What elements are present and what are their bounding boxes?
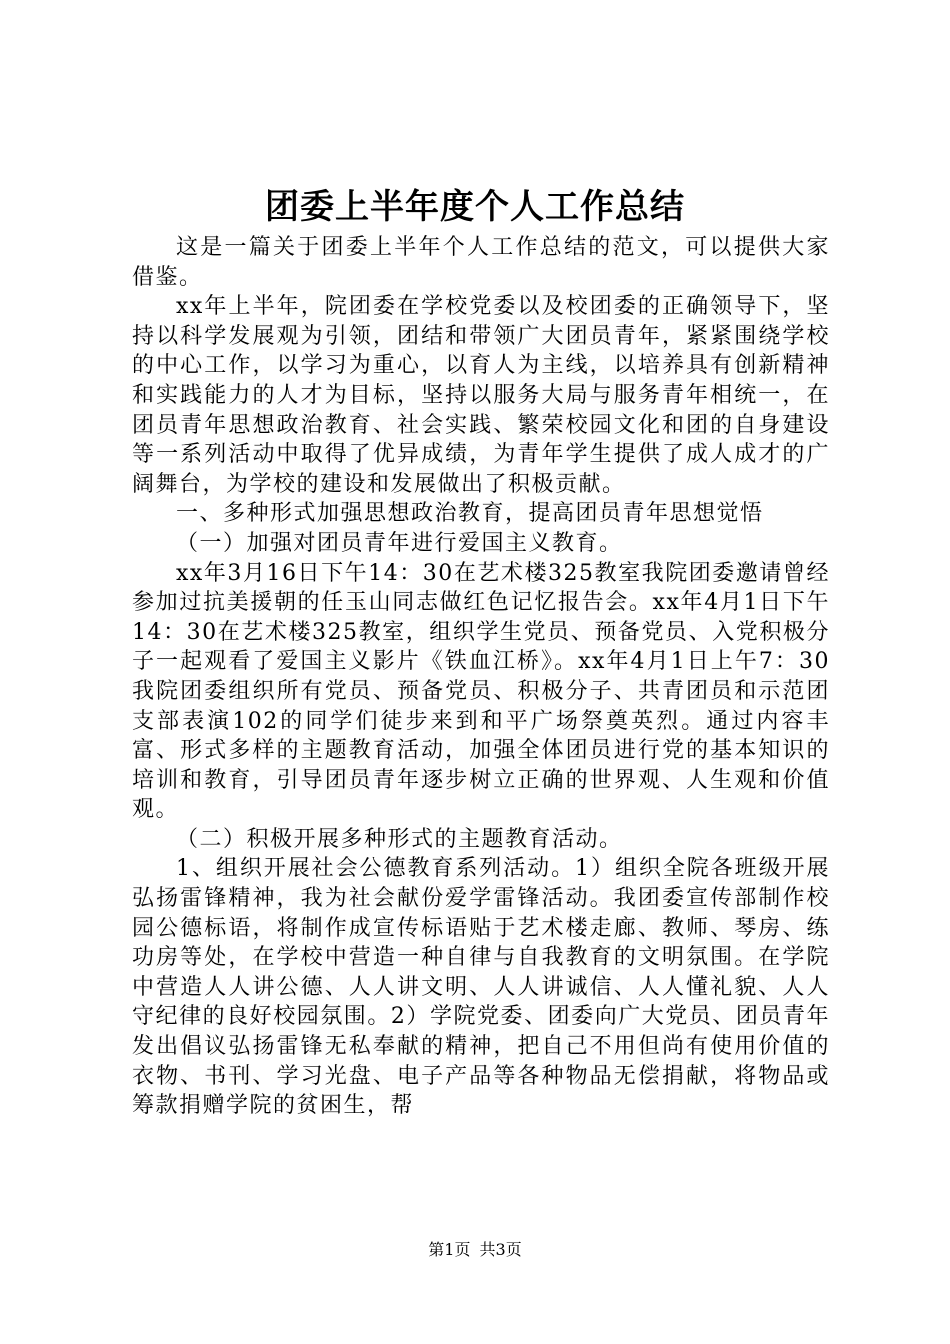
subsection-heading-2: （二）积极开展多种形式的主题教育活动。 <box>176 826 623 852</box>
page-footer <box>0 1238 950 1262</box>
page-number: 第1页 <box>428 1240 471 1259</box>
paragraph-overview: xx年上半年，院团委在学校党委以及校团委的正确领导下，坚持以科学发展观为引领，团结和带领广大团员青年，紧紧围绕学校的中心工作，以学习为重心，以育人为主线，以培养具有创新精神和实践能力的人才为目标，坚持以服务大局与服务青年相统一，在团员青年思想政治教育、社会实践、繁荣校园文化和团的自身建设等一系列活动中取得了优异成绩，为青年学生提供了成人成才的广阔舞台，为学校的建设和发展做出了积极贡献。 <box>132 294 830 497</box>
document-body <box>132 233 830 1121</box>
paragraph-intro: 这是一篇关于团委上半年个人工作总结的范文，可以提供大家借鉴。 <box>132 235 830 290</box>
paragraph-public-ethics: 1、组织开展社会公德教育系列活动。1）组织全院各班级开展弘扬雷锋精神，我为社会献份爱学雷锋活动。我团委宣传部制作校园公德标语，将制作成宣传标语贴于艺术楼走廊、教师、琴房、练功房等处，在学校中营造一种自律与自我教育的文明氛围。在学院中营造人人讲公德、人人讲文明、人人讲诚信、人人懂礼貌、人人守纪律的良好校园氛围。2）学院党委、团委向广大党员、团员青年发出倡议弘扬雷锋无私奉献的精神，把自己不用但尚有使用价值的衣物、书刊、学习光盘、电子产品等各种物品无偿捐献，将物品或筹款捐赠学院的贫困生，帮 <box>132 856 830 1119</box>
document-title: 团委上半年度个人工作总结 <box>265 187 685 227</box>
subsection-heading-1: （一）加强对团员青年进行爱国主义教育。 <box>176 530 623 556</box>
paragraph-patriotic-education: xx年3月16日下午14：30在艺术楼325教室我院团委邀请曾经参加过抗美援朝的任玉山同志做红色记忆报告会。xx年4月1日下午14：30在艺术楼325教室，组织学生党员、预备党员、入党积极分子一起观看了爱国主义影片《铁血江桥》。xx年4月1日上午7：30我院团委组织所有党员、预备党员、积极分子、共青团员和示范团支部表演102的同学们徒步来到和平广场祭奠英烈。通过内容丰富、形式多样的主题教育活动，加强全体团员进行党的基本知识的培训和教育，引导团员青年逐步树立正确的世界观、人生观和价值观。 <box>132 560 830 823</box>
section-heading-1: 一、多种形式加强思想政治教育，提高团员青年思想觉悟 <box>176 501 764 527</box>
page-total: 共3页 <box>479 1240 522 1259</box>
